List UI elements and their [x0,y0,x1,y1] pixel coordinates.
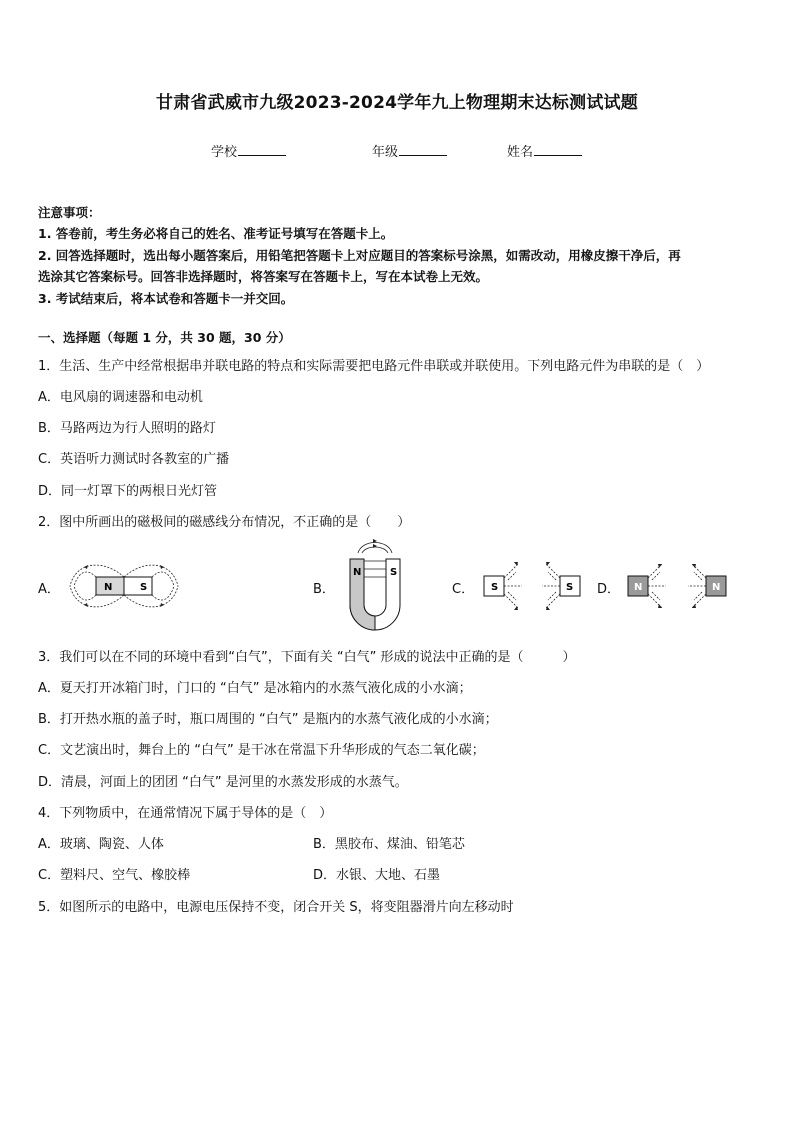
diagram-d-like-poles [622,556,732,616]
diagram-c-south-left: S [491,582,499,593]
grade-field [372,141,447,160]
question-4-option-a: A．玻璃、陶瓷、人体 [38,837,164,852]
note-item-2: 2. 回答选择题时，选出每小题答案后，用铅笔把答题卡上对应题目的答案标号涂黑，如需改动，用橡皮擦干净后，再 [38,248,681,263]
question-1-option-d: D．同一灯罩下的两根日光灯管 [38,484,218,499]
question-1-option-c: C．英语听力测试时各教室的广播 [38,452,230,467]
diagram-b-north: N [353,567,362,578]
diagram-c-south-right: S [566,582,574,593]
notes-heading: 注意事项： [38,205,101,220]
question-2-stem: 2．图中所画出的磁极间的磁感线分布情况，不正确的是（ ） [38,515,411,530]
section-heading: 一、选择题（每题 1 分，共 30 题，30 分） [38,330,291,345]
exam-title: 甘肃省武威市九级2023-2024学年九上物理期末达标测试试题 [156,93,638,113]
question-2-label-c: C． [452,582,475,597]
question-3-stem: 3．我们可以在不同的环境中看到“白气”，下面有关 “白气” 形成的说法中正确的是（ ） [38,650,576,665]
school-label: 学校 [211,145,238,160]
name-blank [534,143,582,156]
question-2-label-b: B． [313,582,335,597]
diagram-d-north-right: N [712,582,721,593]
question-3-option-a: A．夏天打开冰箱门时，门口的 “白气” 是冰箱内的水蒸气液化成的小水滴； [38,681,472,696]
diagram-c-like-poles [478,556,586,616]
diagram-b-u-magnet [340,535,410,635]
note-item-1: 1. 答卷前，考生务必将自己的姓名、准考证号填写在答题卡上。 [38,226,394,241]
question-4-option-d: D．水银、大地、石墨 [313,868,441,883]
note-item-2-cont: 选涂其它答案标号。回答非选择题时，将答案写在答题卡上，写在本试卷上无效。 [38,269,489,284]
school-blank [238,143,286,156]
school-field [211,141,286,160]
question-3-option-c: C．文艺演出时，舞台上的 “白气” 是干冰在常温下升华形成的气态二氧化碳； [38,743,485,758]
diagram-a-north: N [104,582,113,593]
diagram-a-bar-magnet [64,555,184,617]
question-3-option-d: D．清晨，河面上的团团 “白气” 是河里的水蒸发形成的水蒸气。 [38,775,408,790]
note-item-3: 3. 考试结束后，将本试卷和答题卡一并交回。 [38,291,294,306]
grade-blank [399,143,447,156]
question-4-stem: 4．下列物质中，在通常情况下属于导体的是（ ） [38,806,333,821]
question-2-label-a: A． [38,582,60,597]
name-label: 姓名 [507,145,534,160]
diagram-d-north-left: N [634,582,643,593]
question-1-option-b: B．马路两边为行人照明的路灯 [38,421,216,436]
question-2-label-d: D． [597,582,621,597]
grade-label: 年级 [372,145,399,160]
question-4-option-b: B．黑胶布、煤油、铅笔芯 [313,837,465,852]
name-field [507,141,582,160]
question-3-option-b: B．打开热水瓶的盖子时，瓶口周围的 “白气” 是瓶内的水蒸气液化成的小水滴； [38,712,498,727]
question-1-option-a: A．电风扇的调速器和电动机 [38,390,203,405]
diagram-a-south: S [140,582,148,593]
diagram-b-south: S [390,567,398,578]
question-1-stem: 1．生活、生产中经常根据串并联电路的特点和实际需要把电路元件串联或并联使用。下列电路元件为串联的是（ ） [38,359,710,374]
question-5-stem: 5．如图所示的电路中，电源电压保持不变，闭合开关 S，将变阻器滑片向左移动时 [38,900,514,915]
question-4-option-c: C．塑料尺、空气、橡胶棒 [38,868,191,883]
